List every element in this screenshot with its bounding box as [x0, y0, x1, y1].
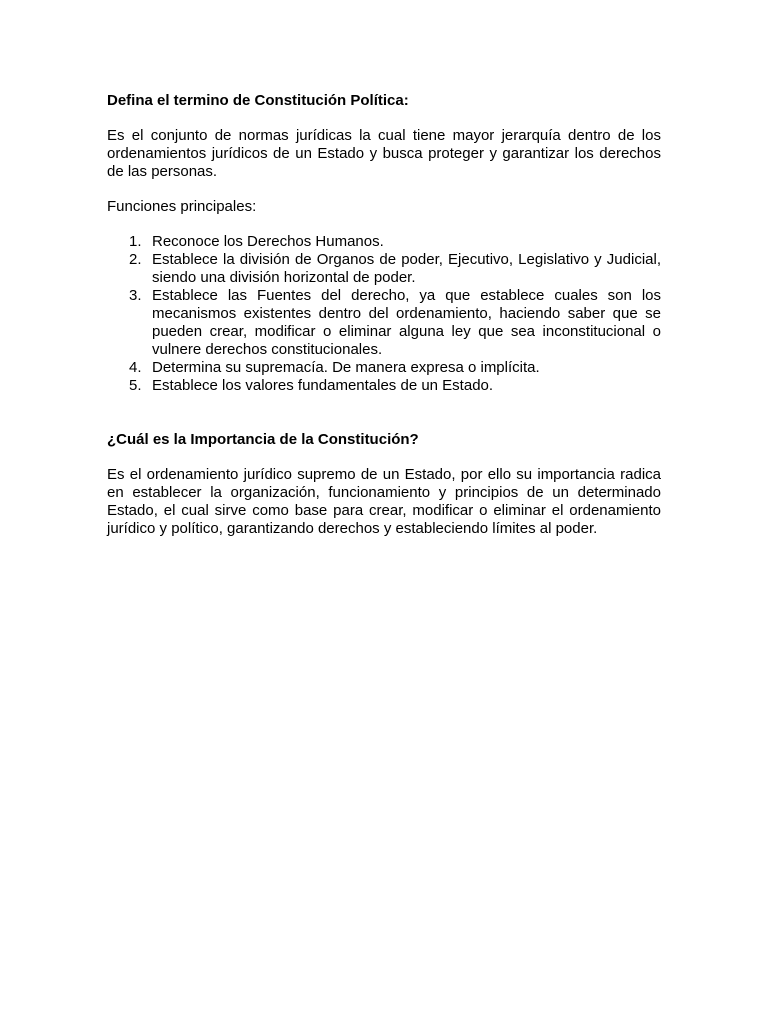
spacer — [107, 395, 661, 431]
list-item-text: Establece las Fuentes del derecho, ya que establece cuales son los mecanismos existentes dentro del ordenamiento, haciendo saber que se pueden crear, modificar o eliminar alguna ley que sea inconstitucional o vulnere derechos constitucionales. — [152, 287, 661, 358]
importance-paragraph: Es el ordenamiento jurídico supremo de un Estado, por ello su importancia radica en establecer la organización, funcionamiento y principios de un determinado Estado, el cual sirve como base para crear, modificar o eliminar el ordenamiento jurídico y político, garantizando derechos y estableciendo límites al poder. — [107, 466, 661, 537]
section-heading-importance: ¿Cuál es la Importancia de la Constitución? — [107, 431, 419, 448]
list-item — [129, 359, 661, 377]
functions-intro: Funciones principales: — [107, 198, 257, 215]
spacer — [107, 216, 661, 233]
list-item — [129, 233, 661, 251]
list-item-text: Establece la división de Organos de poder, Ejecutivo, Legislativo y Judicial, siendo una división horizontal de poder. — [152, 251, 661, 286]
list-item-number: 1. — [129, 233, 142, 250]
spacer — [107, 449, 661, 466]
list-item — [129, 377, 661, 395]
list-item-number: 5. — [129, 377, 142, 394]
list-item — [129, 287, 661, 359]
list-item-text: Reconoce los Derechos Humanos. — [152, 233, 384, 250]
list-item-number: 2. — [129, 251, 142, 268]
spacer — [107, 181, 661, 198]
list-item-number: 4. — [129, 359, 142, 376]
definition-paragraph: Es el conjunto de normas jurídicas la cual tiene mayor jerarquía dentro de los ordenamientos jurídicos de un Estado y busca proteger y garantizar los derechos de las personas. — [107, 127, 661, 180]
list-item-text: Establece los valores fundamentales de un Estado. — [152, 377, 494, 394]
section-heading-definition: Defina el termino de Constitución Política: — [107, 92, 409, 109]
functions-list — [107, 233, 661, 395]
spacer — [107, 110, 661, 127]
list-item-number: 3. — [129, 287, 142, 304]
list-item-text: Determina su supremacía. De manera expresa o implícita. — [152, 359, 540, 376]
document-page — [107, 92, 661, 538]
list-item — [129, 251, 661, 287]
